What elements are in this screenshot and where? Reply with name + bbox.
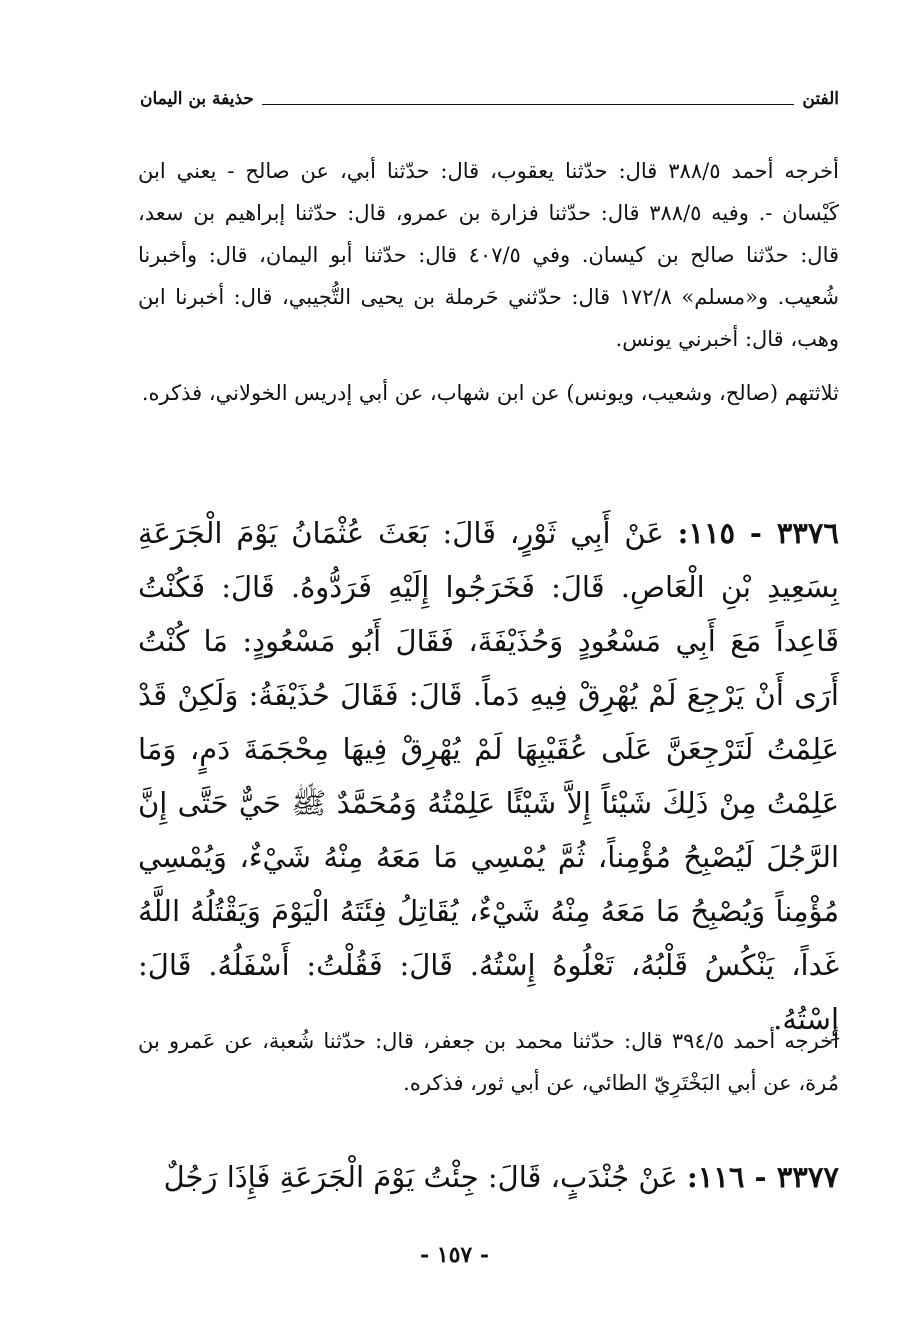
hadith-entry (138, 506, 839, 1046)
source-paragraph: أخرجه أحمد ٣٨٨/٥ قال: حدّثنا يعقوب، قال: حدّثنا أبي، عن صالح - يعني ابن كَيْسان -. وفيه ٣٨٨/٥ قال: حدّثنا فزارة بن عمرو، قال: حدّثنا إبراهيم بن سعد، قال: حدّثنا صالح بن كيسان. وفي ٤٠٧/٥ قال: حدّثنا أبو اليمان، قال: وأخبرنا شُعيب. و«مسلم» ١٧٢/٨ قال: حدّثني حَرملة بن يحيى التُّجيبي، قال: أخبرنا ابن وهب، قال: أخبرني يونس. (138, 159, 840, 351)
source-note (138, 1020, 839, 1104)
hadith-paragraph (138, 1150, 839, 1204)
page-number: - ١٥٧ - (419, 1242, 490, 1268)
hadith-number: ٣٣٧٦ - ١١٥: (677, 516, 839, 550)
header-rule (262, 104, 795, 105)
hadith-paragraph (138, 506, 839, 1046)
source-note (138, 150, 839, 360)
source-paragraph: ثلاثتهم (صالح، وشعيب، ويونس) عن ابن شهاب، عن أبي إدريس الخولاني، فذكره. (141, 381, 839, 405)
source-paragraph: أخرجه أحمد ٣٩٤/٥ قال: حدّثنا محمد بن جعفر، قال: حدّثنا شُعبة، عن عَمرو بن مُرة، عن أبي البَخْتَرِيّ الطائي، عن أبي ثور، فذكره. (138, 1029, 839, 1095)
source-note (138, 372, 839, 414)
header-chapter-title: حذيفة بن اليمان (140, 89, 254, 109)
running-header (140, 86, 839, 112)
hadith-text: عَنْ أَبِي ثَوْرٍ، قَالَ: بَعَثَ عُثْمَانُ يَوْمَ الْجَرَعَةِ بِسَعِيدِ بْنِ الْعَاصِ. قَالَ: فَخَرَجُوا إِلَيْهِ فَرَدُّوهُ. قَالَ: فَكُنْتُ قَاعِداً مَعَ أَبِي مَسْعُودٍ وَحُذَيْفَةَ، فَقَالَ أَبُو مَسْعُودٍ: مَا كُنْتُ أَرَى أَنْ يَرْجِعَ لَمْ يُهْرِقْ فِيهِ دَماً. قَالَ: فَقَالَ حُذَيْفَةُ: وَلَكِنْ قَدْ عَلِمْتُ لَتَرْجِعَنَّ عَلَى عُقَيْبِهَا لَمْ يُهْرِقْ فِيهَا مِحْجَمَةَ دَمٍ، وَمَا عَلِمْتُ مِنْ ذَلِكَ شَيْئاً إِلاَّ شَيْئًا عَلِمْتُهُ وَمُحَمَّدٌ ﷺ حَيٌّ حَتَّى إِنَّ الرَّجُلَ لَيُصْبِحُ مُؤْمِناً، ثُمَّ يُمْسِي مَا مَعَهُ مِنْهُ شَيْءٌ، وَيُمْسِي مُؤْمِناً وَيُصْبِحُ مَا مَعَهُ مِنْهُ شَيْءٌ، يُقَاتِلُ فِئَتَهُ الْيَوْمَ وَيَقْتُلُهُ اللَّهُ غَداً، يَنْكُسُ قَلْبُهُ، تَعْلُوهُ إِسْتُهُ. قَالَ: فَقُلْتُ: أَسْفَلُهُ. قَالَ: إِسْتُهُ. (138, 516, 839, 1036)
hadith-text: عَنْ جُنْدَبٍ، قَالَ: جِئْتُ يَوْمَ الْجَرَعَةِ فَإِذَا رَجُلٌ (163, 1160, 678, 1194)
hadith-number: ٣٣٧٧ - ١١٦: (687, 1160, 839, 1194)
header-section-title: الفتن (802, 89, 839, 109)
hadith-entry (138, 1150, 839, 1204)
